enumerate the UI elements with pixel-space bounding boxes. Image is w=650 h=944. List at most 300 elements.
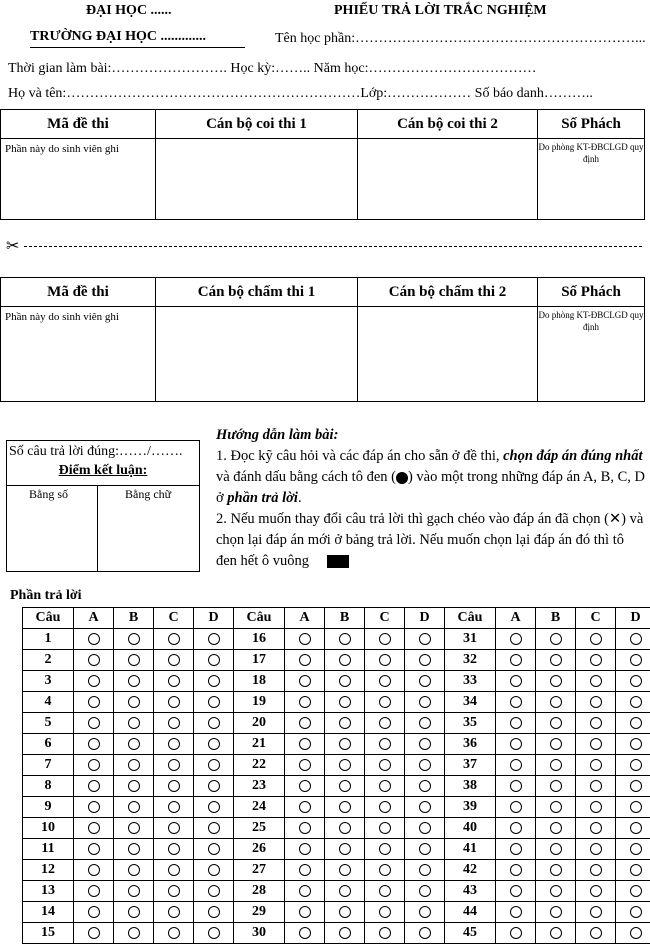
answer-bubble-icon[interactable]	[630, 780, 642, 792]
answer-bubble-icon[interactable]	[128, 843, 140, 855]
option-b-bubble-cell[interactable]	[114, 776, 154, 797]
answer-bubble-icon[interactable]	[168, 780, 180, 792]
option-b-bubble-cell[interactable]	[536, 818, 576, 839]
option-b-bubble-cell[interactable]	[325, 839, 365, 860]
answer-bubble-icon[interactable]	[88, 738, 100, 750]
answer-bubble-icon[interactable]	[128, 717, 140, 729]
option-d-bubble-cell[interactable]	[405, 692, 445, 713]
option-c-bubble-cell[interactable]	[154, 755, 194, 776]
answer-bubble-icon[interactable]	[168, 759, 180, 771]
option-b-bubble-cell[interactable]	[325, 776, 365, 797]
option-b-bubble-cell[interactable]	[536, 629, 576, 650]
answer-bubble-icon[interactable]	[339, 864, 351, 876]
answer-bubble-icon[interactable]	[590, 843, 602, 855]
option-c-bubble-cell[interactable]	[365, 860, 405, 881]
option-d-bubble-cell[interactable]	[405, 902, 445, 923]
option-d-bubble-cell[interactable]	[405, 797, 445, 818]
option-b-bubble-cell[interactable]	[114, 671, 154, 692]
option-a-bubble-cell[interactable]	[496, 797, 536, 818]
answer-bubble-icon[interactable]	[168, 633, 180, 645]
option-a-bubble-cell[interactable]	[285, 797, 325, 818]
answer-bubble-icon[interactable]	[339, 906, 351, 918]
answer-bubble-icon[interactable]	[128, 801, 140, 813]
option-c-bubble-cell[interactable]	[576, 671, 616, 692]
answer-bubble-icon[interactable]	[299, 654, 311, 666]
option-a-bubble-cell[interactable]	[496, 860, 536, 881]
course-field[interactable]: Tên học phần:……………………………………………………...	[275, 31, 646, 47]
answer-bubble-icon[interactable]	[208, 906, 220, 918]
answer-bubble-icon[interactable]	[590, 864, 602, 876]
answer-bubble-icon[interactable]	[168, 927, 180, 939]
option-d-bubble-cell[interactable]	[616, 902, 650, 923]
answer-bubble-icon[interactable]	[128, 633, 140, 645]
answer-bubble-icon[interactable]	[128, 906, 140, 918]
option-d-bubble-cell[interactable]	[405, 818, 445, 839]
option-d-bubble-cell[interactable]	[194, 713, 234, 734]
answer-bubble-icon[interactable]	[510, 738, 522, 750]
option-a-bubble-cell[interactable]	[285, 713, 325, 734]
option-c-bubble-cell[interactable]	[154, 902, 194, 923]
answer-bubble-icon[interactable]	[379, 633, 391, 645]
option-c-bubble-cell[interactable]	[365, 629, 405, 650]
answer-bubble-icon[interactable]	[379, 885, 391, 897]
answer-bubble-icon[interactable]	[88, 927, 100, 939]
answer-bubble-icon[interactable]	[590, 759, 602, 771]
answer-bubble-icon[interactable]	[510, 885, 522, 897]
option-b-bubble-cell[interactable]	[114, 734, 154, 755]
answer-bubble-icon[interactable]	[630, 738, 642, 750]
option-b-bubble-cell[interactable]	[536, 881, 576, 902]
answer-bubble-icon[interactable]	[379, 843, 391, 855]
answer-bubble-icon[interactable]	[168, 843, 180, 855]
option-c-bubble-cell[interactable]	[365, 650, 405, 671]
answer-bubble-icon[interactable]	[550, 822, 562, 834]
answer-bubble-icon[interactable]	[550, 738, 562, 750]
answer-bubble-icon[interactable]	[550, 864, 562, 876]
option-b-bubble-cell[interactable]	[114, 860, 154, 881]
answer-bubble-icon[interactable]	[379, 675, 391, 687]
option-a-bubble-cell[interactable]	[496, 902, 536, 923]
answer-bubble-icon[interactable]	[339, 717, 351, 729]
answer-bubble-icon[interactable]	[419, 654, 431, 666]
answer-bubble-icon[interactable]	[88, 864, 100, 876]
answer-bubble-icon[interactable]	[168, 717, 180, 729]
option-a-bubble-cell[interactable]	[496, 713, 536, 734]
answer-bubble-icon[interactable]	[590, 633, 602, 645]
answer-bubble-icon[interactable]	[168, 675, 180, 687]
answer-bubble-icon[interactable]	[299, 696, 311, 708]
answer-bubble-icon[interactable]	[299, 780, 311, 792]
answer-bubble-icon[interactable]	[208, 633, 220, 645]
option-d-bubble-cell[interactable]	[405, 839, 445, 860]
answer-bubble-icon[interactable]	[168, 738, 180, 750]
answer-bubble-icon[interactable]	[299, 906, 311, 918]
option-a-bubble-cell[interactable]	[74, 923, 114, 944]
option-a-bubble-cell[interactable]	[74, 671, 114, 692]
option-d-bubble-cell[interactable]	[616, 818, 650, 839]
option-d-bubble-cell[interactable]	[405, 755, 445, 776]
option-d-bubble-cell[interactable]	[194, 839, 234, 860]
answer-bubble-icon[interactable]	[208, 843, 220, 855]
option-a-bubble-cell[interactable]	[285, 923, 325, 944]
option-d-bubble-cell[interactable]	[616, 776, 650, 797]
option-b-bubble-cell[interactable]	[325, 923, 365, 944]
option-b-bubble-cell[interactable]	[114, 839, 154, 860]
answer-bubble-icon[interactable]	[299, 738, 311, 750]
answer-bubble-icon[interactable]	[208, 885, 220, 897]
exam-code-cell[interactable]	[1, 139, 156, 220]
answer-bubble-icon[interactable]	[550, 633, 562, 645]
answer-bubble-icon[interactable]	[550, 696, 562, 708]
option-b-bubble-cell[interactable]	[325, 755, 365, 776]
answer-bubble-icon[interactable]	[168, 654, 180, 666]
option-a-bubble-cell[interactable]	[74, 839, 114, 860]
option-c-bubble-cell[interactable]	[154, 713, 194, 734]
option-a-bubble-cell[interactable]	[74, 881, 114, 902]
answer-bubble-icon[interactable]	[419, 801, 431, 813]
answer-bubble-icon[interactable]	[88, 885, 100, 897]
option-c-bubble-cell[interactable]	[154, 818, 194, 839]
option-a-bubble-cell[interactable]	[285, 650, 325, 671]
answer-bubble-icon[interactable]	[168, 801, 180, 813]
answer-bubble-icon[interactable]	[419, 675, 431, 687]
answer-bubble-icon[interactable]	[339, 780, 351, 792]
option-d-bubble-cell[interactable]	[616, 671, 650, 692]
answer-bubble-icon[interactable]	[510, 864, 522, 876]
answer-bubble-icon[interactable]	[299, 717, 311, 729]
answer-bubble-icon[interactable]	[339, 738, 351, 750]
exam-time-line[interactable]: Thời gian làm bài:……………………. Học kỳ:…….. Năm học:………………………………	[8, 61, 536, 77]
option-d-bubble-cell[interactable]	[194, 692, 234, 713]
proctor-1-cell[interactable]	[156, 139, 358, 220]
option-c-bubble-cell[interactable]	[154, 671, 194, 692]
option-c-bubble-cell[interactable]	[576, 902, 616, 923]
option-a-bubble-cell[interactable]	[74, 692, 114, 713]
answer-bubble-icon[interactable]	[510, 696, 522, 708]
answer-bubble-icon[interactable]	[208, 759, 220, 771]
option-b-bubble-cell[interactable]	[114, 797, 154, 818]
answer-bubble-icon[interactable]	[299, 885, 311, 897]
option-c-bubble-cell[interactable]	[576, 629, 616, 650]
answer-bubble-icon[interactable]	[550, 717, 562, 729]
option-a-bubble-cell[interactable]	[496, 818, 536, 839]
answer-bubble-icon[interactable]	[419, 906, 431, 918]
option-b-bubble-cell[interactable]	[114, 902, 154, 923]
answer-bubble-icon[interactable]	[339, 675, 351, 687]
option-b-bubble-cell[interactable]	[114, 692, 154, 713]
answer-bubble-icon[interactable]	[379, 654, 391, 666]
option-b-bubble-cell[interactable]	[536, 776, 576, 797]
option-b-bubble-cell[interactable]	[114, 755, 154, 776]
answer-bubble-icon[interactable]	[550, 654, 562, 666]
option-d-bubble-cell[interactable]	[194, 755, 234, 776]
option-c-bubble-cell[interactable]	[576, 692, 616, 713]
option-b-bubble-cell[interactable]	[536, 755, 576, 776]
option-a-bubble-cell[interactable]	[74, 713, 114, 734]
option-a-bubble-cell[interactable]	[496, 734, 536, 755]
option-a-bubble-cell[interactable]	[496, 650, 536, 671]
option-b-bubble-cell[interactable]	[536, 734, 576, 755]
option-b-bubble-cell[interactable]	[536, 797, 576, 818]
student-info-line[interactable]: Họ và tên:………………………………………………………Lớp:……………… Số báo danh………..	[8, 86, 593, 102]
option-a-bubble-cell[interactable]	[496, 755, 536, 776]
correct-count-field[interactable]: Số câu trả lời đúng:……/…….	[9, 444, 182, 460]
answer-bubble-icon[interactable]	[299, 759, 311, 771]
answer-bubble-icon[interactable]	[419, 633, 431, 645]
answer-bubble-icon[interactable]	[630, 843, 642, 855]
answer-bubble-icon[interactable]	[379, 759, 391, 771]
answer-bubble-icon[interactable]	[168, 822, 180, 834]
option-d-bubble-cell[interactable]	[616, 629, 650, 650]
option-a-bubble-cell[interactable]	[285, 860, 325, 881]
option-b-bubble-cell[interactable]	[325, 692, 365, 713]
option-c-bubble-cell[interactable]	[154, 839, 194, 860]
answer-bubble-icon[interactable]	[208, 696, 220, 708]
option-b-bubble-cell[interactable]	[325, 713, 365, 734]
answer-bubble-icon[interactable]	[590, 780, 602, 792]
answer-bubble-icon[interactable]	[590, 822, 602, 834]
answer-bubble-icon[interactable]	[299, 801, 311, 813]
answer-bubble-icon[interactable]	[379, 738, 391, 750]
answer-bubble-icon[interactable]	[168, 696, 180, 708]
option-c-bubble-cell[interactable]	[576, 650, 616, 671]
option-c-bubble-cell[interactable]	[576, 818, 616, 839]
option-c-bubble-cell[interactable]	[576, 923, 616, 944]
option-d-bubble-cell[interactable]	[616, 881, 650, 902]
option-d-bubble-cell[interactable]	[194, 671, 234, 692]
answer-bubble-icon[interactable]	[88, 843, 100, 855]
option-d-bubble-cell[interactable]	[194, 881, 234, 902]
option-c-bubble-cell[interactable]	[154, 692, 194, 713]
option-c-bubble-cell[interactable]	[576, 713, 616, 734]
answer-bubble-icon[interactable]	[168, 906, 180, 918]
option-c-bubble-cell[interactable]	[365, 776, 405, 797]
option-c-bubble-cell[interactable]	[154, 650, 194, 671]
answer-bubble-icon[interactable]	[419, 717, 431, 729]
option-d-bubble-cell[interactable]	[405, 881, 445, 902]
option-c-bubble-cell[interactable]	[365, 671, 405, 692]
option-c-bubble-cell[interactable]	[154, 860, 194, 881]
option-d-bubble-cell[interactable]	[616, 713, 650, 734]
answer-bubble-icon[interactable]	[630, 675, 642, 687]
option-d-bubble-cell[interactable]	[194, 629, 234, 650]
answer-bubble-icon[interactable]	[299, 843, 311, 855]
option-b-bubble-cell[interactable]	[325, 818, 365, 839]
option-a-bubble-cell[interactable]	[285, 902, 325, 923]
option-d-bubble-cell[interactable]	[616, 650, 650, 671]
answer-bubble-icon[interactable]	[510, 822, 522, 834]
option-d-bubble-cell[interactable]	[194, 776, 234, 797]
option-a-bubble-cell[interactable]	[74, 776, 114, 797]
answer-bubble-icon[interactable]	[208, 780, 220, 792]
option-d-bubble-cell[interactable]	[405, 776, 445, 797]
answer-bubble-icon[interactable]	[128, 696, 140, 708]
option-b-bubble-cell[interactable]	[114, 923, 154, 944]
option-d-bubble-cell[interactable]	[616, 860, 650, 881]
answer-bubble-icon[interactable]	[339, 759, 351, 771]
option-c-bubble-cell[interactable]	[576, 860, 616, 881]
answer-bubble-icon[interactable]	[88, 780, 100, 792]
option-b-bubble-cell[interactable]	[536, 923, 576, 944]
option-b-bubble-cell[interactable]	[536, 860, 576, 881]
option-d-bubble-cell[interactable]	[194, 650, 234, 671]
answer-bubble-icon[interactable]	[590, 675, 602, 687]
answer-bubble-icon[interactable]	[630, 885, 642, 897]
answer-bubble-icon[interactable]	[590, 717, 602, 729]
answer-bubble-icon[interactable]	[590, 885, 602, 897]
option-b-bubble-cell[interactable]	[114, 713, 154, 734]
option-a-bubble-cell[interactable]	[74, 629, 114, 650]
option-a-bubble-cell[interactable]	[496, 671, 536, 692]
answer-bubble-icon[interactable]	[128, 885, 140, 897]
answer-bubble-icon[interactable]	[128, 738, 140, 750]
answer-bubble-icon[interactable]	[128, 822, 140, 834]
option-a-bubble-cell[interactable]	[74, 650, 114, 671]
answer-bubble-icon[interactable]	[630, 801, 642, 813]
option-d-bubble-cell[interactable]	[405, 923, 445, 944]
answer-bubble-icon[interactable]	[550, 801, 562, 813]
option-a-bubble-cell[interactable]	[496, 839, 536, 860]
answer-bubble-icon[interactable]	[299, 675, 311, 687]
answer-bubble-icon[interactable]	[208, 927, 220, 939]
option-d-bubble-cell[interactable]	[405, 860, 445, 881]
answer-bubble-icon[interactable]	[590, 906, 602, 918]
answer-bubble-icon[interactable]	[299, 927, 311, 939]
answer-bubble-icon[interactable]	[379, 780, 391, 792]
grader-1-cell[interactable]	[156, 307, 358, 402]
answer-bubble-icon[interactable]	[128, 654, 140, 666]
answer-bubble-icon[interactable]	[88, 759, 100, 771]
answer-bubble-icon[interactable]	[379, 927, 391, 939]
answer-bubble-icon[interactable]	[379, 801, 391, 813]
option-b-bubble-cell[interactable]	[536, 839, 576, 860]
answer-bubble-icon[interactable]	[630, 633, 642, 645]
answer-bubble-icon[interactable]	[630, 654, 642, 666]
option-a-bubble-cell[interactable]	[285, 818, 325, 839]
option-b-bubble-cell[interactable]	[114, 650, 154, 671]
answer-bubble-icon[interactable]	[379, 822, 391, 834]
answer-bubble-icon[interactable]	[590, 801, 602, 813]
answer-bubble-icon[interactable]	[630, 906, 642, 918]
serial-cell[interactable]	[538, 139, 645, 220]
answer-bubble-icon[interactable]	[88, 696, 100, 708]
option-b-bubble-cell[interactable]	[536, 671, 576, 692]
answer-bubble-icon[interactable]	[550, 927, 562, 939]
answer-bubble-icon[interactable]	[590, 654, 602, 666]
proctor-2-cell[interactable]	[358, 139, 538, 220]
option-a-bubble-cell[interactable]	[285, 734, 325, 755]
answer-bubble-icon[interactable]	[550, 780, 562, 792]
option-c-bubble-cell[interactable]	[154, 734, 194, 755]
option-d-bubble-cell[interactable]	[194, 818, 234, 839]
answer-bubble-icon[interactable]	[419, 822, 431, 834]
option-c-bubble-cell[interactable]	[576, 881, 616, 902]
option-a-bubble-cell[interactable]	[74, 797, 114, 818]
option-b-bubble-cell[interactable]	[536, 692, 576, 713]
option-c-bubble-cell[interactable]	[365, 734, 405, 755]
option-b-bubble-cell[interactable]	[536, 902, 576, 923]
answer-bubble-icon[interactable]	[630, 696, 642, 708]
answer-bubble-icon[interactable]	[88, 801, 100, 813]
answer-bubble-icon[interactable]	[339, 822, 351, 834]
option-c-bubble-cell[interactable]	[154, 881, 194, 902]
answer-bubble-icon[interactable]	[550, 843, 562, 855]
option-a-bubble-cell[interactable]	[285, 692, 325, 713]
option-a-bubble-cell[interactable]	[74, 734, 114, 755]
option-b-bubble-cell[interactable]	[325, 797, 365, 818]
answer-bubble-icon[interactable]	[208, 717, 220, 729]
answer-bubble-icon[interactable]	[510, 780, 522, 792]
option-b-bubble-cell[interactable]	[325, 902, 365, 923]
answer-bubble-icon[interactable]	[419, 738, 431, 750]
answer-bubble-icon[interactable]	[208, 675, 220, 687]
answer-bubble-icon[interactable]	[550, 759, 562, 771]
option-c-bubble-cell[interactable]	[154, 776, 194, 797]
serial-cell[interactable]	[538, 307, 645, 402]
option-d-bubble-cell[interactable]	[194, 797, 234, 818]
option-b-bubble-cell[interactable]	[325, 671, 365, 692]
option-c-bubble-cell[interactable]	[365, 755, 405, 776]
option-a-bubble-cell[interactable]	[74, 818, 114, 839]
answer-bubble-icon[interactable]	[630, 864, 642, 876]
answer-bubble-icon[interactable]	[510, 801, 522, 813]
option-d-bubble-cell[interactable]	[616, 797, 650, 818]
option-c-bubble-cell[interactable]	[154, 629, 194, 650]
answer-bubble-icon[interactable]	[550, 675, 562, 687]
answer-bubble-icon[interactable]	[339, 633, 351, 645]
option-d-bubble-cell[interactable]	[405, 734, 445, 755]
option-c-bubble-cell[interactable]	[365, 839, 405, 860]
answer-bubble-icon[interactable]	[208, 822, 220, 834]
answer-bubble-icon[interactable]	[339, 927, 351, 939]
option-a-bubble-cell[interactable]	[285, 776, 325, 797]
option-c-bubble-cell[interactable]	[154, 797, 194, 818]
option-d-bubble-cell[interactable]	[616, 839, 650, 860]
option-c-bubble-cell[interactable]	[365, 818, 405, 839]
option-d-bubble-cell[interactable]	[405, 629, 445, 650]
answer-bubble-icon[interactable]	[299, 822, 311, 834]
option-a-bubble-cell[interactable]	[285, 839, 325, 860]
option-a-bubble-cell[interactable]	[74, 860, 114, 881]
option-d-bubble-cell[interactable]	[616, 923, 650, 944]
answer-bubble-icon[interactable]	[419, 696, 431, 708]
option-c-bubble-cell[interactable]	[365, 692, 405, 713]
answer-bubble-icon[interactable]	[510, 843, 522, 855]
answer-bubble-icon[interactable]	[550, 885, 562, 897]
answer-bubble-icon[interactable]	[88, 654, 100, 666]
option-a-bubble-cell[interactable]	[496, 776, 536, 797]
option-a-bubble-cell[interactable]	[285, 629, 325, 650]
answer-bubble-icon[interactable]	[128, 759, 140, 771]
answer-bubble-icon[interactable]	[379, 717, 391, 729]
answer-bubble-icon[interactable]	[128, 780, 140, 792]
answer-bubble-icon[interactable]	[379, 696, 391, 708]
option-a-bubble-cell[interactable]	[496, 629, 536, 650]
answer-bubble-icon[interactable]	[630, 927, 642, 939]
option-c-bubble-cell[interactable]	[365, 713, 405, 734]
answer-bubble-icon[interactable]	[128, 864, 140, 876]
answer-bubble-icon[interactable]	[168, 885, 180, 897]
answer-bubble-icon[interactable]	[590, 927, 602, 939]
answer-bubble-icon[interactable]	[208, 864, 220, 876]
option-c-bubble-cell[interactable]	[576, 776, 616, 797]
answer-bubble-icon[interactable]	[208, 654, 220, 666]
answer-bubble-icon[interactable]	[208, 738, 220, 750]
option-b-bubble-cell[interactable]	[536, 713, 576, 734]
option-c-bubble-cell[interactable]	[365, 797, 405, 818]
option-a-bubble-cell[interactable]	[496, 881, 536, 902]
answer-bubble-icon[interactable]	[379, 906, 391, 918]
